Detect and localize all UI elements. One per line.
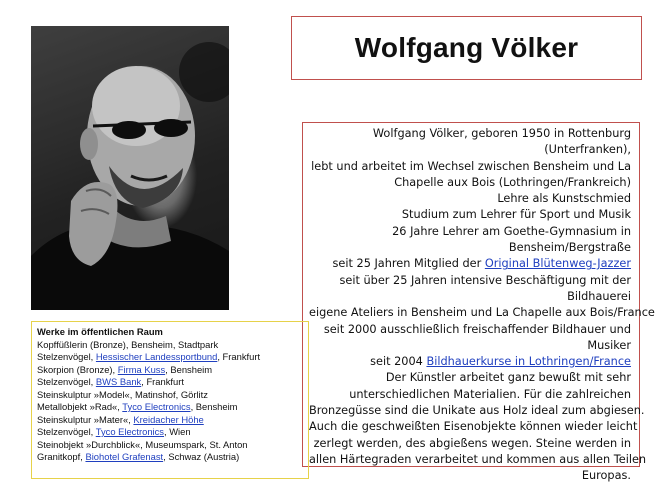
bio-line-text: Europas. (581, 469, 631, 483)
bio-line (309, 338, 631, 354)
biography-box (302, 122, 655, 483)
public-work-link[interactable]: Biohotel Grafenast (85, 451, 164, 462)
public-work-location: , Wien (164, 426, 191, 437)
bio-line (309, 322, 631, 338)
bio-line-text: Bensheim/Bergstraße (508, 241, 631, 255)
public-work-location: , Bensheim (165, 363, 213, 375)
bio-link[interactable]: Original Blütenweg-Jazzer (484, 257, 631, 271)
bio-line (309, 240, 631, 256)
bio-line (309, 207, 631, 223)
bio-line-text: zerlegt werden, des abgießens wegen. Steine werden in (313, 436, 631, 450)
bio-line (309, 354, 631, 370)
public-work-location: , Frankfurt (217, 351, 261, 362)
bio-line (309, 403, 645, 419)
bio-line-text: Bronzegüsse sind die Unikate aus Holz ideal zum abgiesen. (309, 404, 645, 418)
public-work-text: Stelzenvögel, (37, 351, 96, 362)
bio-line (309, 305, 655, 321)
public-work-link[interactable]: Tyco Electronics (95, 426, 164, 437)
bio-line (309, 126, 631, 142)
title-box (291, 16, 642, 80)
public-works-heading: Werke im öffentlichen Raum (37, 326, 163, 337)
bio-line-text: (Unterfranken), (544, 143, 631, 157)
public-work-text: Steinobjekt »Durchblick«, Museumspark, St. Anton (37, 438, 248, 450)
bio-line (309, 370, 631, 386)
bio-line-text: 26 Jahre Lehrer am Goethe-Gymnasium in (392, 224, 631, 238)
bio-line (309, 387, 631, 403)
bio-line-text: seit 2000 ausschließlich freischaffender Bildhauer und (323, 322, 631, 336)
public-work-link[interactable]: Tyco Electronics (122, 401, 191, 412)
public-work-location: , Frankfurt (141, 376, 184, 387)
bio-line-text: eigene Ateliers in Bensheim und La Chapelle aux Bois/France (309, 306, 655, 320)
public-work-link[interactable]: Hessischer Landessportbund (95, 351, 218, 362)
bio-line (309, 224, 631, 240)
bio-line (309, 256, 631, 272)
bio-line-text: unterschiedlichen Materialien. Für die zahlreichen (349, 387, 631, 401)
public-work-location: , Bensheim (190, 401, 238, 412)
portrait-photo (31, 26, 229, 310)
public-work-text: Granitkopf, (37, 451, 86, 462)
public-work-item (37, 351, 302, 364)
page-title: Wolfgang Völker (354, 32, 579, 63)
public-work-item (37, 376, 302, 389)
bio-line-text: lebt und arbeitet im Wechsel zwischen Bensheim und La (311, 159, 631, 173)
public-work-text: Steinskulptur »Model«, Matinshof, Görlitz (37, 388, 208, 400)
public-works-box (31, 321, 309, 479)
public-work-text: Kopffüßlerin (Bronze), Bensheim, Stadtpark (37, 338, 219, 350)
bio-line-text: Der Künstler arbeitet ganz bewußt mit sehr (385, 371, 631, 385)
bio-line-text: seit 2004 (370, 355, 427, 369)
public-work-item (37, 389, 302, 402)
public-work-link[interactable]: Kreidacher Höhe (133, 413, 204, 425)
public-work-text: Stelzenvögel, (37, 376, 96, 387)
bio-line (309, 142, 631, 158)
bio-line (309, 452, 647, 468)
bio-line (309, 159, 631, 175)
public-work-item (37, 401, 302, 414)
bio-line-text: Wolfgang Völker, geboren 1950 in Rottenburg (372, 127, 631, 140)
public-work-link[interactable]: Firma Kuss (117, 363, 166, 375)
public-work-item (37, 451, 302, 464)
bio-line-text: allen Härtegraden verarbeitet und kommen aus allen Teilen (309, 452, 647, 466)
bio-line-text: seit 25 Jahren Mitglied der (332, 257, 485, 271)
public-work-text: Metallobjekt »Rad«, (37, 401, 123, 412)
public-work-link[interactable]: BWS Bank (95, 376, 142, 387)
public-work-item (37, 364, 302, 377)
bio-line-text: Chapelle aux Bois (Lothringen/Frankreich) (394, 175, 631, 189)
bio-link[interactable]: Bildhauerkurse in Lothringen/France (426, 355, 631, 369)
bio-line (309, 289, 631, 305)
bio-line (309, 436, 631, 452)
public-work-item (37, 414, 302, 427)
public-work-text: Steinskulptur »Mater«, (37, 413, 134, 425)
public-work-item (37, 426, 302, 439)
bio-line (309, 468, 631, 484)
public-work-text: Stelzenvögel, (37, 426, 96, 437)
bio-line-text: Musiker (587, 338, 631, 352)
bio-line-text: Studium zum Lehrer für Sport und Musik (401, 208, 631, 222)
portrait-illustration (31, 26, 229, 310)
bio-line (309, 273, 631, 289)
bio-line (309, 191, 631, 207)
public-work-item (37, 339, 302, 352)
public-work-item (37, 439, 302, 452)
bio-line (309, 419, 638, 435)
bio-line-text: Lehre als Kunstschmied (497, 192, 631, 206)
bio-line-text: Auch die geschweißten Eisenobjekte können wieder leicht (309, 420, 638, 434)
bio-line (309, 175, 631, 191)
public-work-text: Skorpion (Bronze), (37, 363, 118, 375)
bio-line-text: seit über 25 Jahren intensive Beschäftigung mit der (339, 273, 631, 287)
public-work-location: , Schwaz (Austria) (163, 451, 240, 462)
bio-line-text: Bildhauerei (567, 289, 631, 303)
